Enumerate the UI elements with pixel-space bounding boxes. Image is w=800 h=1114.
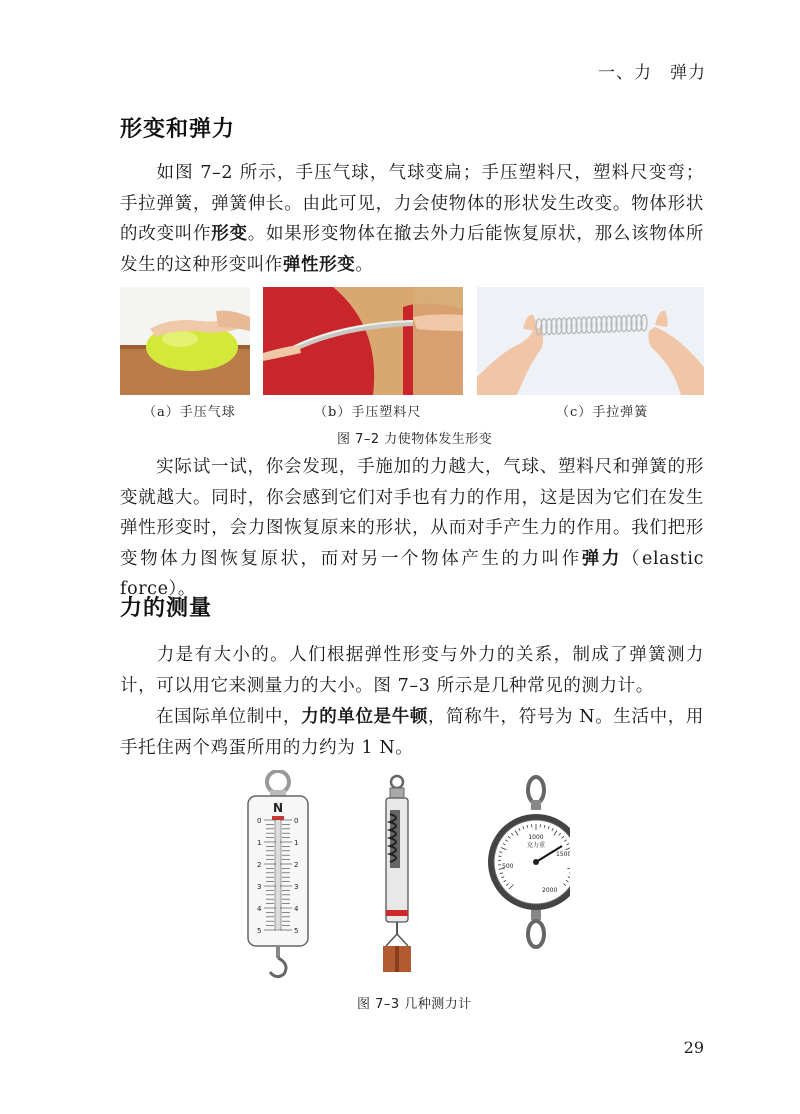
- bold-term: 弹性形变: [282, 254, 356, 275]
- text-run: 如图 7–2 所示，手压气球，气球变扁；手压塑料尺，塑料尺变弯；手拉弹簧，弹簧伸长。由此可见，力会使物体的形状发生改变。物体形状的改变叫作: [120, 163, 704, 244]
- bold-term: 弹力: [581, 548, 622, 569]
- dial-label-top: 1000: [528, 834, 544, 841]
- page-number: 29: [683, 1038, 704, 1057]
- text-run: 。: [355, 254, 374, 275]
- scale-number: 1: [294, 839, 299, 847]
- running-header: [598, 58, 706, 83]
- dial-label-right: 1500: [556, 851, 570, 858]
- text-run: 。如果形变物体在撤去外力后能恢复原状，那么该物体所发生的这种形变叫作: [120, 224, 705, 275]
- figure-7-2-caption: 图 7–2 力使物体发生形变: [337, 432, 493, 447]
- figure-force-meters: [240, 770, 570, 982]
- section-title-deformation: 形变和弹力: [120, 117, 236, 142]
- subcaption-b: （b）手压塑料尺: [314, 405, 422, 420]
- paragraph-newton: [120, 702, 704, 763]
- scale-number: 1: [257, 839, 262, 847]
- text-run: ，简称牛，符号为 N。生活中，用手托住两个鸡蛋所用的力约为 1 N。: [120, 707, 704, 758]
- scale-number: 3: [257, 883, 262, 891]
- header-section: 弹力: [670, 63, 706, 83]
- scale-number: 2: [257, 861, 262, 869]
- header-chapter: 一、力: [598, 63, 652, 83]
- dial-label-left: 500: [502, 863, 514, 870]
- bold-term: 力的单位是牛顿: [301, 707, 429, 727]
- section-title-measurement: 力的测量: [120, 596, 213, 621]
- paragraph-deformation: [120, 158, 704, 280]
- dial-unit-label: 克力重: [526, 842, 546, 849]
- scale-number: 2: [294, 861, 299, 869]
- figure-7-3-caption: 图 7–3 几种测力计: [357, 997, 472, 1012]
- paragraph-runs: [120, 457, 704, 599]
- dial-label-bottom: 2000: [542, 887, 558, 894]
- photo-balloon: [120, 287, 250, 395]
- text-run: 实际试一试，你会发现，手施加的力越大，气球、塑料尺和弹簧的形变就越大。同时，你会感到它们对手也有力的作用，这是因为它们在发生弹性形变时，会力图恢复原来的形状，从而对手产生力的作用。我们把形变物体力图恢复原状，而对另一个物体产生的力叫作: [120, 457, 704, 569]
- scale-number: 5: [294, 927, 299, 935]
- photo-spring: [477, 287, 704, 395]
- scale-number: 4: [294, 905, 299, 913]
- scale-number: 0: [257, 817, 262, 825]
- scale-number: 5: [257, 927, 262, 935]
- paragraph-runs: [120, 707, 704, 758]
- subcaption-c: （c）手拉弹簧: [556, 405, 649, 420]
- scale-number: 3: [294, 883, 299, 891]
- scale-number: 4: [257, 905, 262, 913]
- dial-force-meter: [488, 777, 570, 947]
- text-run: 在国际单位制中，: [156, 707, 302, 727]
- spring-scale-flat: [248, 771, 308, 977]
- paragraph-measurement: [120, 640, 704, 701]
- spring-scale-tube: [383, 776, 411, 972]
- meter-unit-label: N: [272, 801, 284, 815]
- paragraph-runs: [120, 163, 704, 275]
- scale-number: 0: [294, 817, 299, 825]
- bold-term: 形变: [211, 224, 248, 244]
- text-run: （elastic force）。: [120, 548, 704, 599]
- photo-ruler: [263, 287, 463, 395]
- paragraph-elastic-force: [120, 452, 704, 605]
- subcaption-a: （a）手压气球: [143, 405, 236, 420]
- text-run: 力是有大小的。人们根据弹性形变与外力的关系，制成了弹簧测力计，可以用它来测量力的大小。图 7–3 所示是几种常见的测力计。: [120, 645, 704, 696]
- paragraph-runs: [120, 645, 704, 696]
